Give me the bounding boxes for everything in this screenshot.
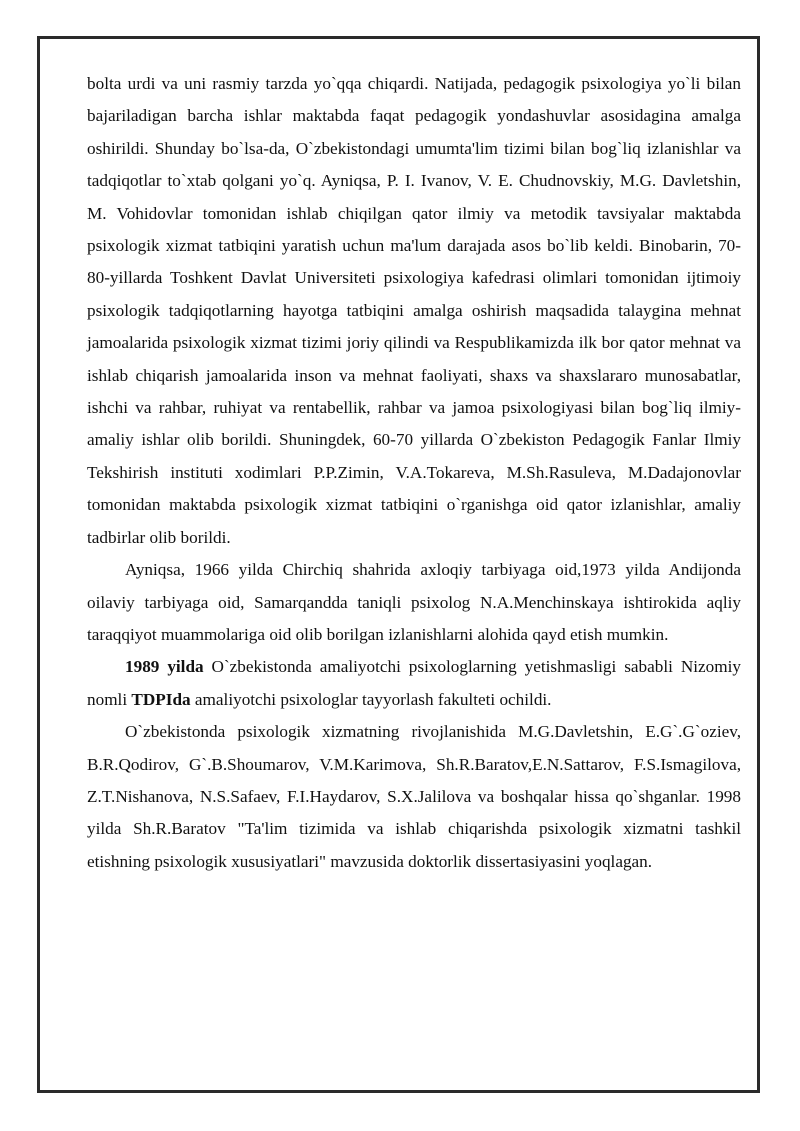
paragraph-3 bbox=[87, 651, 741, 716]
paragraph-4: O`zbekistonda psixologik xizmatning rivojlanishida M.G.Davletshin, E.G`.G`oziev, B.R.Qodirov, G`.B.Shoumarov, V.M.Karimova, Sh.R.Baratov,E.N.Sattarov, F.S.Ismagilova, Z.T.Nishanova, N.S.Safaev, F.I.Haydarov, S.X.Jalilova va boshqalar hissa qo`shganlar. 1998 yilda Sh.R.Baratov "Ta'lim tizimida va ishlab chiqarishda psixologik xizmatni tashkil etishning psixologik xususiyatlari" mavzusida doktorlik dissertasiyasini yoqlagan. bbox=[87, 722, 741, 871]
paragraph-2: Ayniqsa, 1966 yilda Chirchiq shahrida axloqiy tarbiyaga oid,1973 yilda Andijonda oilaviy tarbiyaga oid, Samarqandda taniqli psixolog N.A.Menchinskaya ishtirokida aqliy taraqqiyot muammolariga oid olib borilgan izlanishlarni alohida qayd etish mumkin. bbox=[87, 560, 741, 644]
document-body bbox=[87, 68, 741, 878]
bold-year: 1989 yilda bbox=[125, 657, 204, 677]
paragraph-1: bolta urdi va uni rasmiy tarzda yo`qqa chiqardi. Natijada, pedagogik psixologiya yo`li bilan bajariladigan barcha ishlar maktabda faqat pedagogik yondashuvlar asosidagina amalga oshirildi. Shunday bo`lsa-da, O`zbekistondagi umumta'lim tizimi bilan bog`liq izlanishlar va tadqiqotlar to`xtab qolgani yo`q. Ayniqsa, P. I. Ivanov, V. E. Chudnovskiy, M.G. Davletshin, M. Vohidovlar tomonidan ishlab chiqilgan qator ilmiy va metodik tavsiyalar maktabda psixologik xizmat tatbiqini yaratish uchun ma'lum darajada asos bo`lib keldi. Binobarin, 70-80-yillarda Toshkent Davlat Universiteti psixologiya kafedrasi olimlari tomonidan ijtimoiy psixologik tadqiqotlarning hayotga tatbiqini amalga oshirish maqsadida talaygina mehnat jamoalarida psixologik xizmat tizimi joriy qilindi va Respublikamizda ilk bor qator mehnat va ishlab chiqarish jamoalarida inson va mehnat faoliyati, shaxs va shaxslararo munosabatlar, ishchi va rahbar, ruhiyat va rentabellik, rahbar va jamoa psixologiyasi bilan bog`liq ilmiy-amaliy ishlar olib borildi. Shuningdek, 60-70 yillarda O`zbekiston Pedagogik Fanlar Ilmiy Tekshirish instituti xodimlari P.P.Zimin, V.A.Tokareva, M.Sh.Rasuleva, M.Dadajonovlar tomonidan maktabda psixologik xizmat tatbiqini o`rganishga oid qator izlanishlar, amaliy tadbirlar olib borildi. bbox=[87, 74, 741, 547]
bold-institute: TDPIda bbox=[131, 689, 191, 709]
paragraph-3-text-b: amaliyotchi psixologlar tayyorlash fakulteti ochildi. bbox=[190, 689, 552, 709]
paragraph-3-text-a: O`zbekistonda amaliyotchi psixologlarning yetishmasligi sababli Nizomiy nomli bbox=[87, 657, 741, 709]
